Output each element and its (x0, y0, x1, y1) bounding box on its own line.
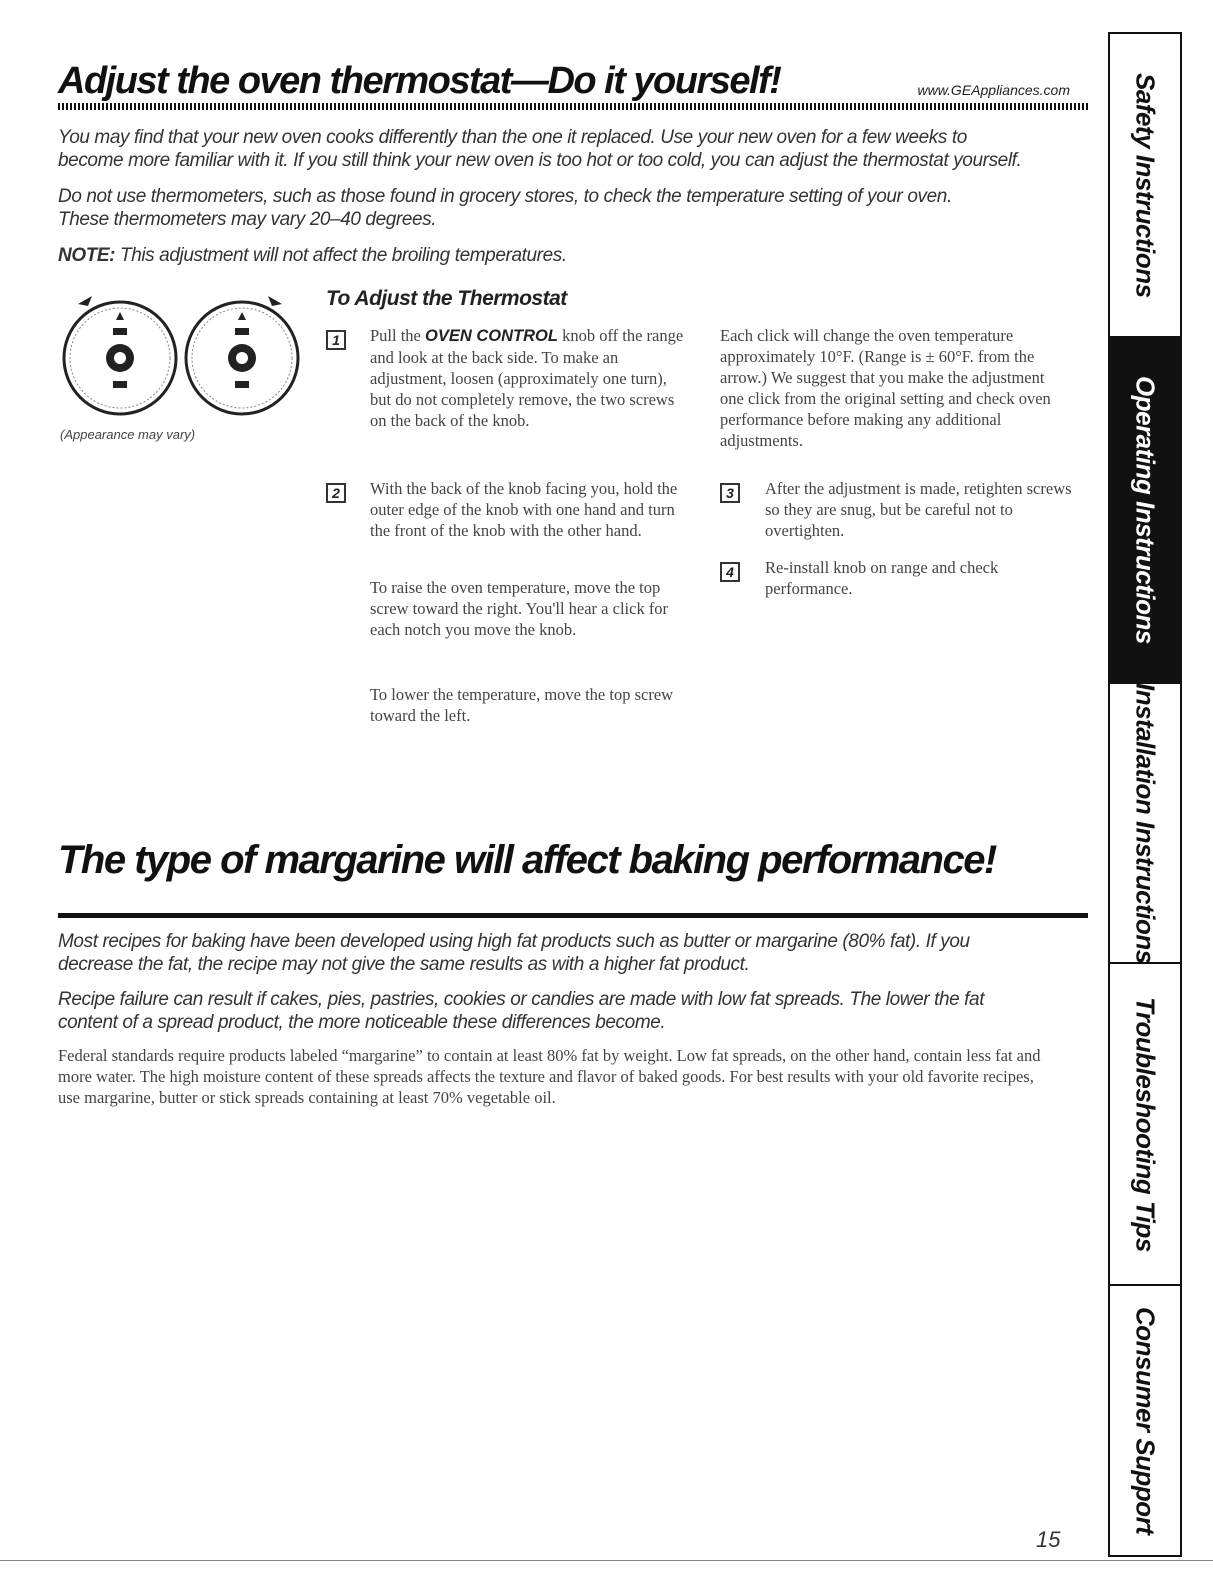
intro-p1-line2: become more familiar with it. If you still think your new oven is too hot or too cold, you can adjust the thermostat yourself. (58, 150, 1022, 171)
title-underline-dotted (58, 103, 1088, 110)
margarine-paragraph-3: Federal standards require products labeled “margarine” to contain at least 80% fat by weight. Low fat spreads, on the other hand, contain less fat and more water. The high moisture content of these spreads affects the texture and flavor of baked goods. For best results with your old favorite recipes, use margarine, butter or stick spreads containing at least 70% vegetable oil. (58, 1046, 1041, 1107)
note-text: This adjustment will not affect the broiling temperatures. (115, 245, 567, 266)
oven-control-label: OVEN CONTROL (425, 327, 558, 345)
lower-temperature-text: To lower the temperature, move the top screw toward the left. (370, 685, 674, 725)
thermostat-subheading: To Adjust the Thermostat (326, 287, 567, 310)
click-change-text: Each click will change the oven temperature approximately 10°F. (Range is ± 60°F. from the arrow.) We suggest that you make the adjustment one click from the original setting and check oven performance before making any additional adjustments. (720, 326, 1051, 450)
step-1-text-pre: Pull the (370, 326, 426, 345)
figure-caption: (Appearance may vary) (60, 427, 196, 442)
margarine-paragraph-1 (58, 930, 970, 976)
intro-p2-line2: These thermometers may vary 20–40 degrees. (58, 209, 437, 230)
step-2-badge: 2 (326, 483, 346, 503)
thermostat-knob-illustration (58, 290, 303, 418)
note-label: NOTE: (58, 245, 116, 266)
section-tabs-sidebar (1108, 32, 1182, 1557)
bottom-rule (0, 1560, 1213, 1561)
tab-label: Safety Instructions (1130, 72, 1161, 298)
step-3-badge: 3 (720, 483, 740, 503)
margarine-p2-line2: content of a spread product, the more noticeable these differences become. (58, 1012, 666, 1033)
margarine-p2-line1: Recipe failure can result if cakes, pies, pastries, cookies or candies are made with low fat spreads. The lower the fat (58, 989, 985, 1010)
tab-operating-instructions[interactable] (1110, 338, 1180, 684)
step-4-badge: 4 (720, 562, 740, 582)
tab-consumer-support[interactable] (1110, 1286, 1180, 1555)
step-4-text: Re-install knob on range and check performance. (765, 558, 999, 598)
tab-label: Operating Instructions (1130, 376, 1161, 644)
margarine-title-underline (58, 913, 1088, 918)
intro-paragraph-1 (58, 126, 1021, 172)
intro-p2-line1: Do not use thermometers, such as those found in grocery stores, to check the temperature setting of your oven. (58, 186, 952, 207)
page-title: Adjust the oven thermostat—Do it yourself! (58, 60, 781, 102)
margarine-paragraph-2 (58, 988, 984, 1034)
tab-safety-instructions[interactable] (1110, 34, 1180, 338)
intro-paragraph-2 (58, 185, 952, 231)
tab-installation-instructions[interactable] (1110, 684, 1180, 964)
step-1-text-post: knob off the range and look at the back side. To make an adjustment, loosen (approximately one turn), but do not completely remove, the two screws on the back of the knob. (370, 326, 684, 430)
knob-front-left (64, 296, 176, 414)
step-1-text (370, 325, 685, 431)
step-3-text: After the adjustment is made, retighten screws so they are snug, but be careful not to overtighten. (765, 479, 1072, 540)
step-1-badge: 1 (326, 330, 346, 350)
tab-label: Troubleshooting Tips (1130, 996, 1161, 1252)
raise-temperature-text: To raise the oven temperature, move the top screw toward the right. You'll hear a click for each notch you move the knob. (370, 578, 669, 639)
tab-label: Consumer Support (1130, 1306, 1161, 1535)
margarine-p1-line2: decrease the fat, the recipe may not give the same results as with a higher fat product. (58, 954, 750, 975)
tab-label: Installation Instructions (1130, 682, 1161, 964)
website-url: www.GEAppliances.com (917, 82, 1070, 98)
margarine-p1-line1: Most recipes for baking have been developed using high fat products such as butter or margarine (80% fat). If you (58, 931, 970, 952)
note (58, 244, 567, 267)
page-number: 15 (1036, 1527, 1061, 1552)
intro-p1-line1: You may find that your new oven cooks differently than the one it replaced. Use your new oven for a few weeks to (58, 127, 967, 148)
knob-front-right (186, 296, 298, 414)
step-2-text: With the back of the knob facing you, hold the outer edge of the knob with one hand and turn the front of the knob with the other hand. (370, 479, 678, 540)
tab-troubleshooting-tips[interactable] (1110, 964, 1180, 1286)
margarine-title: The type of margarine will affect baking performance! (58, 838, 996, 882)
